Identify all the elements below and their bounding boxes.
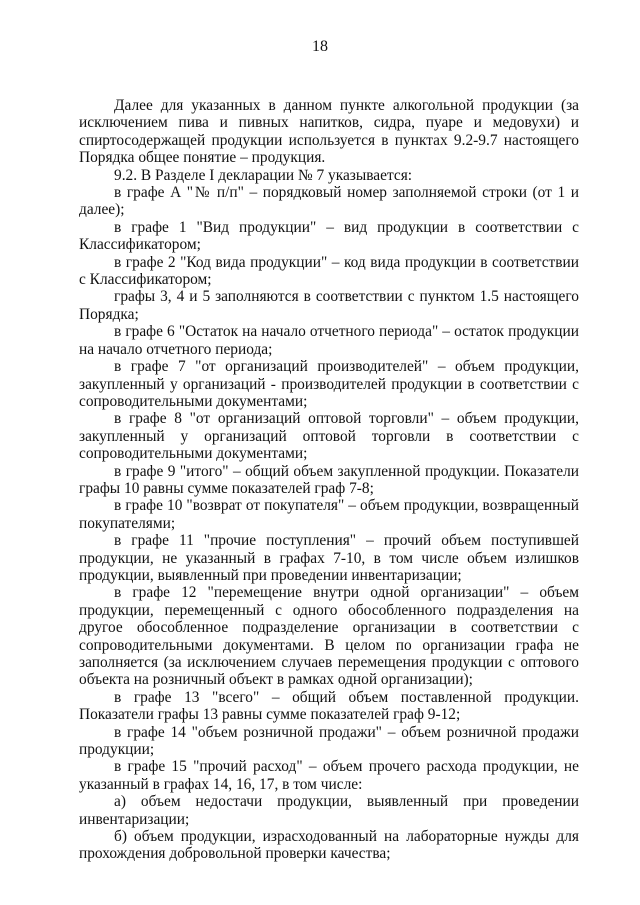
paragraph-item-a: а) объем недостачи продукции, выявленный при проведении инвентаризации; xyxy=(79,793,579,828)
paragraph-column-1: в графе 1 "Вид продукции" – вид продукции в соответствии с Классификатором; xyxy=(79,218,579,254)
paragraph-column-9: в графе 9 "итого" – общий объем закупленной продукции. Показатели графы 10 равны сумме показателей граф 7-8; xyxy=(79,462,579,497)
paragraph-column-10: в графе 10 "возврат от покупателя" – объем продукции, возвращенный покупателями; xyxy=(79,497,579,532)
paragraph-column-15: в графе 15 "прочий расход" – объем прочего расхода продукции, не указанный в графах 14, 16, 17, в том числе: xyxy=(79,758,579,793)
paragraph-column-2: в графе 2 "Код вида продукции" – код вида продукции в соответствии с Классификатором; xyxy=(79,253,579,289)
paragraph-columns-3-5: графы 3, 4 и 5 заполняются в соответствии с пунктом 1.5 настоящего Порядка; xyxy=(79,288,579,323)
paragraph-column-6: в графе 6 "Остаток на начало отчетного периода" – остаток продукции на начало отчетного периода; xyxy=(79,323,579,358)
paragraph-column-11: в графе 11 "прочие поступления" – прочий объем поступившей продукции, не указанный в графах 7-10, в том числе объем излишков продукции, выявленный при проведении инвентаризации; xyxy=(79,532,579,584)
paragraph-column-7: в графе 7 "от организаций производителей" – объем продукции, закупленный у организаций - производителей продукции в соответствии с сопроводительными документами; xyxy=(79,358,579,410)
document-body xyxy=(79,97,579,863)
paragraph-column-12: в графе 12 "перемещение внутри одной организации" – объем продукции, перемещенный с одного обособленного подразделения на другое обособленное подразделение организации в соответствии с сопроводительными документами. В целом по организации графа не заполняется (за исключением случаев перемещения продукции с оптового объекта на розничный объект в рамках одной организации); xyxy=(79,584,579,689)
paragraph-item-b: б) объем продукции, израсходованный на лабораторные нужды для прохождения добровольной проверки качества; xyxy=(79,828,579,863)
paragraph-section-heading: 9.2. В Разделе I декларации № 7 указывается: xyxy=(114,166,413,184)
page-number: 18 xyxy=(312,38,328,55)
paragraph-column-13: в графе 13 "всего" – общий объем поставленной продукции. Показатели графы 13 равны сумме показателей граф 9-12; xyxy=(79,688,579,724)
paragraph-intro: Далее для указанных в данном пункте алкогольной продукции (за исключением пива и пивных напитков, сидра, пуаре и медовухи) и спиртосодержащей продукции используется в пунктах 9.2-9.7 настоящего Порядка общее понятие – продукция. xyxy=(79,97,579,167)
paragraph-column-8: в графе 8 "от организаций оптовой торговли" – объем продукции, закупленный у организаций оптовой торговли в соответствии с сопроводительными документами; xyxy=(79,410,579,463)
paragraph-column-a: в графе А "№ п/п" – порядковый номер заполняемой строки (от 1 и далее); xyxy=(79,184,579,219)
paragraph-column-14: в графе 14 "объем розничной продажи" – объем розничной продажи продукции; xyxy=(79,723,579,759)
